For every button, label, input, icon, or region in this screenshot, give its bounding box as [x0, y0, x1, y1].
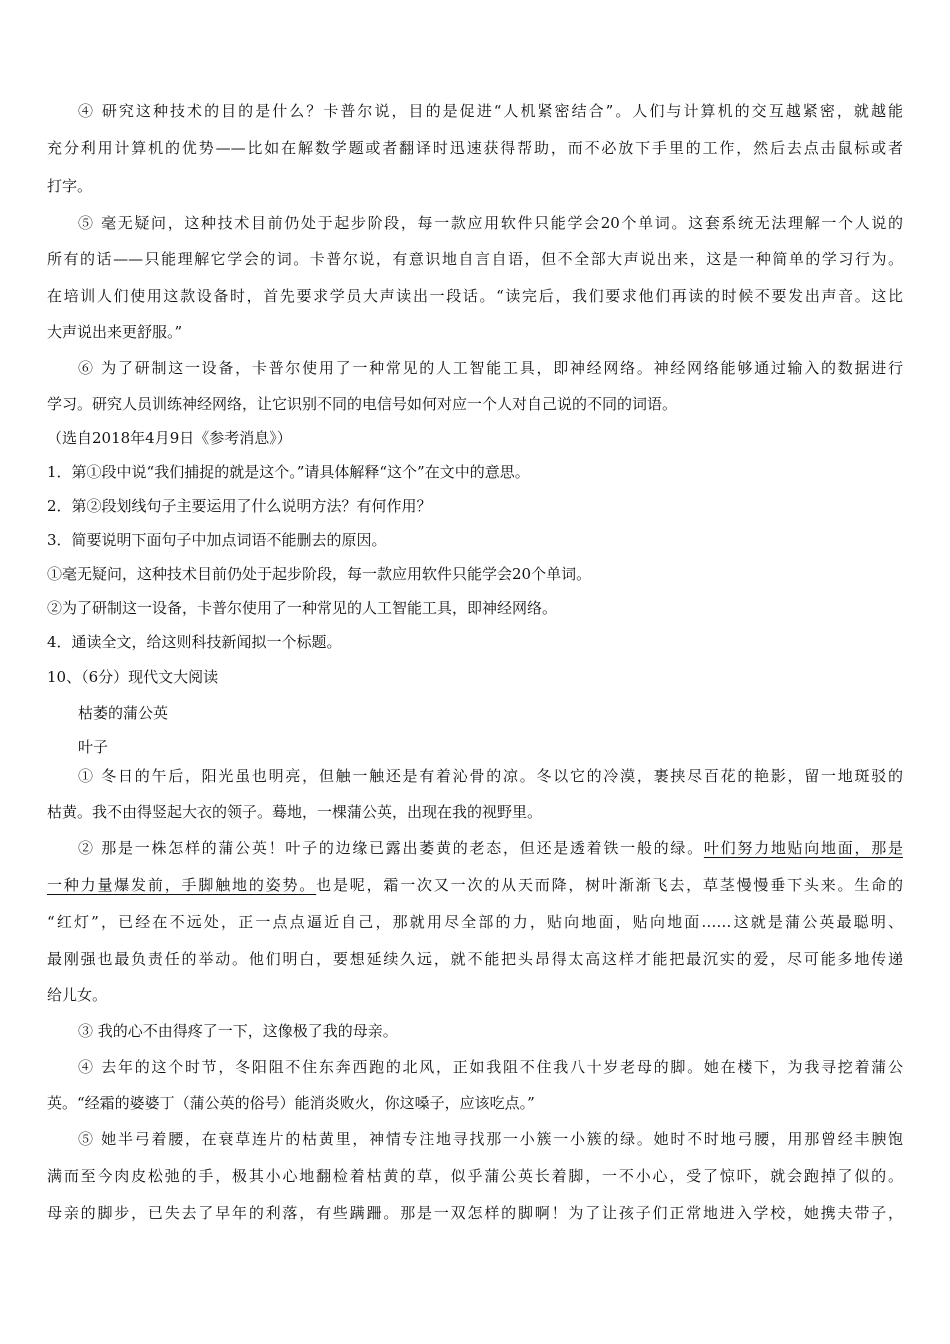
underlined-sentence-part-2: 一种力量爆发前，手脚触地的姿势。 — [47, 876, 317, 894]
paragraph-4-line-2: 充分利用计算机的优势——比如在解数学题或者翻译时迅速获得帮助，而不必放下手里的工作，然后去点击鼠标或者 — [47, 139, 903, 157]
article-paragraph-2-line-5: 给儿女。 — [47, 986, 108, 1004]
question-2: 2．第②段划线句子主要运用了什么说明方法？有何作用？ — [47, 497, 432, 515]
paragraph-6-line-1: ⑥ 为了研制这一设备，卡普尔使用了一种常见的人工智能工具，即神经网络。神经网络能够通过输入的数据进行 — [78, 359, 903, 377]
article-author: 叶子 — [78, 738, 109, 756]
underlined-sentence-part-1: 叶们努力地贴向地面，那是 — [703, 839, 903, 857]
article-paragraph-1-line-2: 枯黄。我不由得竖起大衣的领子。蓦地，一棵蒲公英，出现在我的视野里。 — [47, 803, 543, 821]
question-4: 4．通读全文，给这则科技新闻拟一个标题。 — [47, 633, 342, 651]
article-paragraph-2-line-3: “红灯”，已经在不远处，正一点点逼近自己，那就用尽全部的力，贴向地面，贴向地面……这就是蒲公英最聪明、 — [47, 913, 903, 931]
article-paragraph-2-line-4: 最刚强也最负责任的举动。他们明白，要想延续久远，就不能把头昂得太高这样才能把最沉实的爱，尽可能多地传递 — [47, 950, 903, 968]
question-3-sentence-1: ①毫无疑问，这种技术目前仍处于起步阶段，每一款应用软件只能学会20个单词。 — [47, 565, 592, 583]
article-paragraph-5-line-1: ⑤ 她半弓着腰，在衰草连片的枯黄里，神情专注地寻找那一小簇一小簇的绿。她时不时地弓腰，用那曾经丰腴饱 — [78, 1130, 903, 1148]
source-citation: （选自2018年4月9日《参考消息》） — [47, 429, 292, 447]
article-paragraph-5-line-2: 满而至今肉皮松弛的手，极其小心地翻检着枯黄的草，似乎蒲公英长着脚，一不小心，受了惊吓，就会跑掉了似的。 — [47, 1167, 903, 1185]
paragraph-5-line-2: 所有的话——只能理解它学会的词。卡普尔说，有意识地自言自语，但不全部大声说出来，这是一种简单的学习行为。 — [47, 250, 903, 268]
article-paragraph-3: ③ 我的心不由得疼了一下，这像极了我的母亲。 — [78, 1022, 398, 1040]
article-paragraph-5-line-3: 母亲的脚步，已失去了早年的利落，有些蹒跚。那是一双怎样的脚啊！为了让孩子们正常地进入学校，她携夫带子， — [47, 1204, 903, 1222]
question-3: 3．简要说明下面句子中加点词语不能删去的原因。 — [47, 531, 387, 549]
paragraph-6-line-2: 学习。研究人员训练神经网络，让它识别不同的电信号如何对应一个人对自己说的不同的词语。 — [47, 395, 678, 413]
article-paragraph-1-line-1: ① 冬日的午后，阳光虽也明亮，但触一触还是有着沁骨的凉。冬以它的冷漠，裹挟尽百花的艳影，留一地斑驳的 — [78, 767, 903, 785]
paragraph-5-line-4: 大声说出来更舒服。” — [47, 323, 183, 341]
paragraph-5-line-3: 在培训人们使用这款设备时，首先要求学员大声读出一段话。“读完后，我们要求他们再读的时候不要发出声音。这比 — [47, 287, 903, 305]
article-paragraph-4-line-1: ④ 去年的这个时节，冬阳阻不住东奔西跑的北风，正如我阻不住我八十岁老母的脚。她在楼下，为我寻挖着蒲公 — [78, 1058, 903, 1076]
article-title: 枯萎的蒲公英 — [78, 704, 169, 722]
article-paragraph-4-line-2: 英。“经霜的婆婆丁（蒲公英的俗号）能消炎败火，你这嗓子，应该吃点。” — [47, 1094, 535, 1112]
paragraph-4-line-1: ④ 研究这种技术的目的是什么？卡普尔说，目的是促进“人机紧密结合”。人们与计算机的交互越紧密，就越能 — [78, 102, 903, 120]
article-paragraph-2-line-1 — [78, 834, 903, 862]
paragraph-2-continuation: 也是呢，霜一次又一次的从天而降，树叶渐渐飞去，草茎慢慢垂下头来。生命的 — [316, 876, 903, 894]
section-10-heading: 10、（6分）现代文大阅读 — [47, 668, 219, 686]
question-1: 1．第①段中说“我们捕捉的就是这个。”请具体解释“这个”在文中的意思。 — [47, 463, 530, 481]
question-3-sentence-2: ②为了研制这一设备，卡普尔使用了一种常见的人工智能工具，即神经网络。 — [47, 599, 558, 617]
paragraph-5-line-1: ⑤ 毫无疑问，这种技术目前仍处于起步阶段，每一款应用软件只能学会20个单词。这套系统无法理解一个人说的 — [78, 214, 903, 232]
paragraph-2-lead-text: ② 那是一株怎样的蒲公英！叶子的边缘已露出萎黄的老态，但还是透着铁一般的绿。 — [78, 839, 704, 857]
paragraph-4-line-3: 打字。 — [47, 177, 93, 195]
article-paragraph-2-line-2 — [47, 871, 903, 899]
